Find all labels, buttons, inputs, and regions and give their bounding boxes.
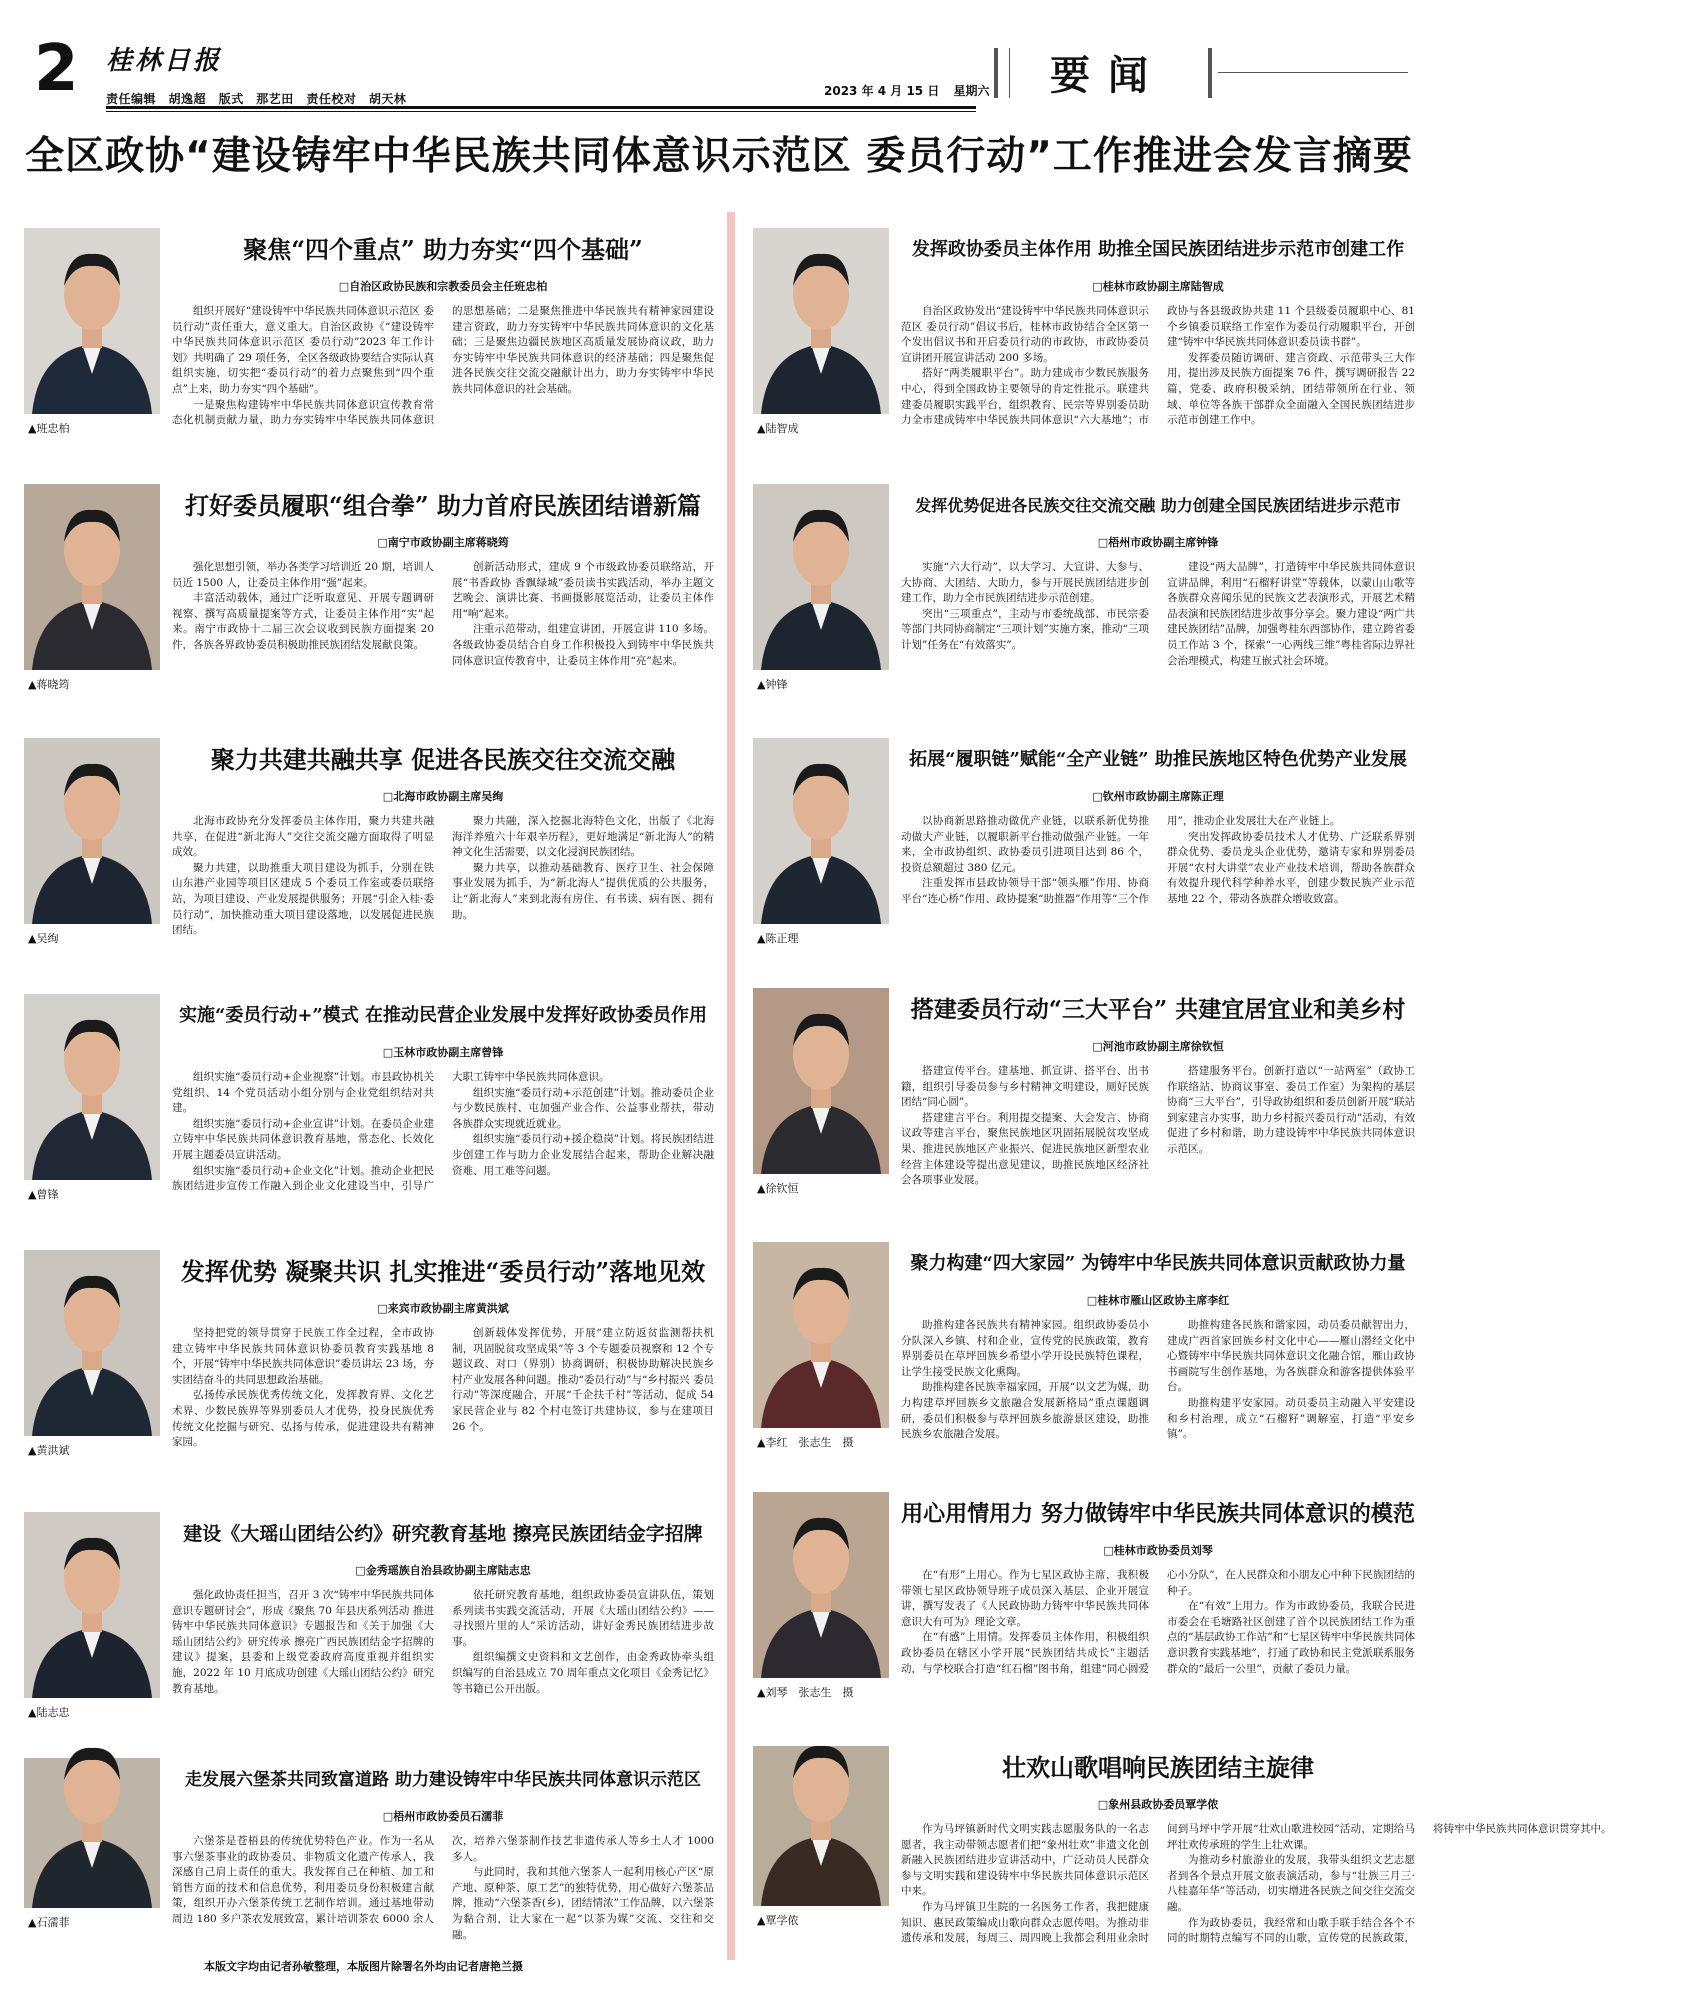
article bbox=[753, 484, 1415, 720]
article-paragraph: 作为马坪镇新时代文明实践志愿服务队的一名志愿者，我主动带领志愿者们把“象州壮欢”非遗文化创新融入民族团结进步宣讲活动中，广泛动员人民群众参与文明实践和建设铸牢中华民族共同体意识示范区中来。 bbox=[901, 1823, 1149, 1898]
editor-credit: 责任校对 胡天林 bbox=[306, 92, 407, 106]
article-title: 拓展“履职链”赋能“全产业链” 助推民族地区特色优势产业发展 bbox=[909, 749, 1407, 770]
photo-caption: ▲曾锋 bbox=[28, 1188, 59, 1201]
article-paragraph: 助推构建各民族共有精神家园。组织政协委员小分队深入乡镇、村和企业，宣传党的民族政策，教育界别委员在草坪回族乡希望小学开设民族特色课程，让学生接受民族文化熏陶。 bbox=[901, 1319, 1149, 1378]
masthead-rule bbox=[106, 106, 976, 109]
article-title: 聚力构建“四大家园” 为铸牢中华民族共同体意识贡献政协力量 bbox=[910, 1253, 1406, 1274]
article-paragraph: 突出发挥政协委员技术人才优势、广泛联系界别群众优势、委员龙头企业优势，邀请专家和界别委员开展“农村大讲堂”农业产业技术培训，帮助各族群众有效提升现代科学种养水平，创建少数民族产业示范基地 22 个，带动各族群众增收致富。 bbox=[1167, 830, 1415, 905]
portrait-photo bbox=[24, 738, 160, 924]
article-byline: □桂林市雁山区政协主席李红 bbox=[1086, 1294, 1230, 1307]
article-paragraph: 注重发挥市县政协领导干部“领头雁”作用、协商平台“连心桥”作用、政协提案“助推器”作用等“三个作用”，推动企业发展壮大在产业链上。 bbox=[901, 815, 1341, 905]
photo-caption: ▲钟锋 bbox=[757, 678, 788, 691]
article-title: 用心用情用力 努力做铸牢中华民族共同体意识的模范 bbox=[901, 1501, 1415, 1527]
article-paragraph: 搭建建言平台。利用提交提案、大会发言、协商议政等建言平台，聚焦民族地区巩固拓展脱贫攻坚成果、推进民族地区产业振兴、促进民族地区新型农业经营主体建设等提出意见建议，助推民族地区经济社会各项事业发展。 bbox=[901, 1111, 1149, 1187]
article-paragraph: 丰富活动载体，通过广泛听取意见、开展专题调研视察、撰写高质量提案等方式，让委员主体作用“实”起来。南宁市政协十二届三次会议收到民族方面提案 20 件，各族各界政协委员积极助推民族团结发展献良策。 bbox=[172, 592, 434, 651]
article-title: 发挥优势 凝聚共识 扎实推进“委员行动”落地见效 bbox=[180, 1257, 706, 1286]
article-paragraph: 组织编撰文史资料和文艺创作，由金秀政协牵头组织编写的自治县成立 70 周年重点文化项目《金秀记忆》等书籍已公开出版。 bbox=[452, 1651, 714, 1695]
paper-name: 桂林日报 bbox=[106, 46, 223, 76]
photo-caption: ▲刘琴 张志生 摄 bbox=[757, 1686, 854, 1699]
article-paragraph: 聚力共建，以助推重大项目建设为抓手，分别在铁山东港产业园等项目区建成 5 个委员工作室或委员联络站，为项目建设、产业发展提供服务；开展“引企入桂·委员行动”，加快推动重大项目建设落地，以发展促进民族团结。 bbox=[172, 861, 434, 937]
portrait-photo bbox=[24, 994, 160, 1180]
article bbox=[753, 1492, 1415, 1728]
article-paragraph: 在“有效”上用力。作为市政协委员，我联合民进市委会在毛塘路社区创建了首个以民族团结工作为重点的“基层政协工作站”和“七星区铸牢中华民族共同体意识教育实践基地”，打通了政协和民主党派联系服务群众的“最后一公里”，贡献了委员力量。 bbox=[1167, 1600, 1415, 1675]
article-paragraph: 助推构建平安家园。动员委员主动融入平安建设和乡村治理，成立“石榴籽”调解室，打造“平安乡镇”。 bbox=[1167, 1396, 1415, 1441]
portrait-photo bbox=[753, 484, 889, 670]
article-paragraph: 实施“六大行动”，以大学习、大宣讲、大参与、大协商、大团结、大助力，参与开展民族团结进步创建工作，助力全市民族团结进步示范创建。 bbox=[901, 561, 1149, 605]
photo-caption: ▲吴绚 bbox=[28, 932, 59, 945]
article bbox=[24, 228, 714, 464]
article-body bbox=[901, 814, 1415, 974]
article-title: 打好委员履职“组合拳” 助力首府民族团结谱新篇 bbox=[185, 491, 701, 520]
article-paragraph: 创新活动形式，建成 9 个市级政协委员联络站，开展“书香政协 香飘绿城”委员读书实践活动，举办主题文艺晚会、演讲比赛、书画摄影展览活动，让委员主体作用“响”起来。 bbox=[452, 561, 714, 620]
photo-caption: ▲陆智成 bbox=[757, 422, 799, 435]
section-ornament bbox=[994, 48, 1010, 98]
article-title: 实施“委员行动+”模式 在推动民营企业发展中发挥好政协委员作用 bbox=[178, 1005, 708, 1026]
article-paragraph: 聚力共享，以推动基础教育、医疗卫生、社会保障事业发展为抓手，为“新北海人”提供优质的公共服务，让“新北海人”来到北海有房住、有书读、病有医、拥有助。 bbox=[452, 861, 714, 921]
article-paragraph: 六堡茶是苍梧县的传统优势特色产业。作为一名从事六堡茶事业的政协委员、非物质文化遗产传承人，我深感自己肩上责任的重大。我发挥自己在种植、加工和销售方面的技术和信息优势，利用委员身份积极建言献策，组织开办六堡茶传统工艺制作培训。通过基地带动周边 180 多户茶农发展致富，累计培训茶农 6000 余人次，培养六堡茶制作技艺非遗传承人等乡土人才 1000 多人。 bbox=[172, 1835, 714, 1925]
article bbox=[753, 1242, 1415, 1478]
article-paragraph: 以协商新思路推动做优产业链，以联系新优势推动做大产业链，以履职新平台推动做强产业链。一年来，全市政协组织、政协委员引进项目达到 86 个，投资总额超过 380 亿元。 bbox=[901, 815, 1149, 874]
photo-caption: ▲陈正理 bbox=[757, 932, 799, 945]
article-byline: □河池市政协副主席徐钦恒 bbox=[1092, 1040, 1224, 1053]
article-paragraph: 助推构建各民族和谐家园，动员委员献智出力，建成广西首家回族乡村文化中心——雁山潜经文化中心暨铸牢中华民族共同体意识文化融合馆，雁山政协书画院写生创作基地，为各族群众和游客提供体验平台。 bbox=[1167, 1319, 1415, 1394]
article-body bbox=[901, 1568, 1415, 1728]
article-byline: □自治区政协民族和宗教委员会主任班忠柏 bbox=[338, 280, 548, 293]
photo-credit-note: 本版文字均由记者孙敏整理，本版图片除署名外均由记者唐艳兰摄 bbox=[204, 1960, 523, 1973]
photo-caption: ▲覃学侬 bbox=[757, 1914, 799, 1927]
article bbox=[24, 1250, 714, 1486]
issue-date: 2023 年 4 月 15 日 bbox=[824, 84, 940, 98]
article-title: 壮欢山歌唱响民族团结主旋律 bbox=[1002, 1753, 1314, 1782]
article-paragraph: 坚持把党的领导贯穿于民族工作全过程，全市政协建立铸牢中华民族共同体意识协委员教育实践基地 8 个，开展“铸牢中华民族共同体意识”委员讲坛 23 场，夯实团结奋斗的共同思想政治基础。 bbox=[172, 1327, 434, 1386]
article-paragraph: 助推构建各民族幸福家园，开展“以文艺为媒，助力构建草坪回族乡文旅融合发展新格局”重点课题调研，委员们积极参与草坪回族乡旅游景区建设，助推民族乡农旅融合发展。 bbox=[901, 1381, 1149, 1441]
article bbox=[24, 994, 714, 1230]
article-byline: □来宾市政协副主席黄洪斌 bbox=[377, 1302, 509, 1315]
article bbox=[24, 484, 714, 720]
article-paragraph: 作为马坪镇卫生院的一名医务工作者，我把健康知识、惠民政策编成山歌向群众志愿传唱。为推动非遗传承和发展，每周三、周四晚上我都会利用业余时间到马坪中学开展“壮欢山歌进校园”活动，定期给马坪壮欢传承班的学生上壮欢课。 bbox=[901, 1823, 1415, 1945]
editor-credits bbox=[106, 90, 414, 107]
article-byline: □梧州市政协副主席钟锋 bbox=[1097, 536, 1219, 549]
photo-caption: ▲石濡菲 bbox=[28, 1916, 70, 1929]
article-body bbox=[172, 560, 714, 720]
article-byline: □南宁市政协副主席蒋晓筠 bbox=[377, 536, 509, 549]
portrait-photo bbox=[24, 1250, 160, 1436]
article bbox=[753, 988, 1415, 1224]
article-paragraph: 组织实施“委员行动+企业文化”计划。推动企业把民族团结进步宣传工作融入到企业文化建设当中，引导广大职工铸牢中华民族共同体意识。 bbox=[172, 1071, 610, 1193]
page-number: 2 bbox=[34, 32, 79, 106]
article-byline: □梧州市政协委员石濡菲 bbox=[382, 1810, 504, 1823]
article-title: 搭建委员行动“三大平台” 共建宜居宜业和美乡村 bbox=[910, 996, 1406, 1023]
article-paragraph: 在“有形”上用心。作为七星区政协主席，我积极带领七星区政协领导班子成员深入基层、企业开展宣讲，撰写发表了《人民政协助力铸牢中华民族共同体意识大有可为》理论文章。 bbox=[901, 1569, 1149, 1628]
article bbox=[24, 738, 714, 974]
article-paragraph: 搭好“两类履职平台”。助力建成市少数民族服务中心，得到全国政协主要领导的肯定性批示。联建共建委员履职实践平台，组织教育、民宗等界别委员助力全市建成铸牢中华民族共同体意识“六大基地”；市政协与各县级政协共建 11 个县级委员履职中心、81 个乡镇委员联络工作室作为委员行动履职平台，开创建“铸牢中华民族共同体意识委员读书群”。 bbox=[901, 305, 1415, 427]
article-title: 走发展六堡茶共同致富道路 助力建设铸牢中华民族共同体意识示范区 bbox=[185, 1770, 701, 1790]
article-paragraph: 组织实施“委员行动+企业视察”计划。市县政协机关党组织、14 个党员活动小组分别与企业党组织结对共建。 bbox=[172, 1071, 434, 1115]
article-paragraph: 创新载体发挥优势，开展“建立防返贫监测帮扶机制，巩固脱贫攻坚成果”等 3 个专题委员视察和 12 个专题议政、对口（界别）协商调研，积极协助解决民族乡村产业发展各种问题。推动“委员行动”与“乡村振兴 委员行动”等深度融合，开展“千企扶千村”等活动，促成 54 家民营企业与 82 个村屯签订共建协议，参与在建项目 26 个。 bbox=[452, 1327, 714, 1433]
article-byline: □北海市政协副主席吴绚 bbox=[382, 790, 504, 803]
article-title: 聚力共建共融共享 促进各民族交往交流交融 bbox=[210, 745, 676, 774]
article-body bbox=[172, 1588, 714, 1748]
photo-caption: ▲班忠柏 bbox=[28, 422, 70, 435]
article-paragraph: 组织实施“委员行动+企业宣讲”计划。在委员企业建立铸牢中华民族共同体意识教育基地，常态化、长效化开展主题委员宣讲活动。 bbox=[172, 1117, 434, 1161]
article-paragraph: 自治区政协发出“建设铸牢中华民族共同体意识示范区 委员行动”倡议书后，桂林市政协结合全区第一个发出倡议书和开启委员行动的市政协，市政协委员宣讲团开展宣讲活动 200 多场。 bbox=[901, 305, 1149, 364]
editor-credit: 责任编辑 胡逸超 bbox=[106, 92, 207, 106]
article-paragraph: 依托研究教育基地，组织政协委员宣讲队伍，策划系列读书实践交流活动，开展《大瑶山团结公约》——寻找照片里的人”采访活动，讲好金秀民族团结进步故事。 bbox=[452, 1589, 714, 1648]
article-body bbox=[901, 1822, 1612, 1952]
page-headline: 全区政协“建设铸牢中华民族共同体意识示范区 委员行动”工作推进会发言摘要 bbox=[25, 134, 1413, 179]
article-paragraph: 组织开展好“建设铸牢中华民族共同体意识示范区 委员行动”责任重大，意义重大。自治区政协《“建设铸牢中华民族共同体意识示范区 委员行动”2023 年工作计划》共明确了 29 项任务，全区各级政协要结合实际认真组织实施，切实把“委员行动”的着力点聚焦到“四个重点”上来，助力夯实“四个基础”。 bbox=[172, 305, 434, 395]
article-body bbox=[172, 304, 714, 464]
section-label bbox=[1024, 44, 1192, 100]
portrait-photo bbox=[753, 228, 889, 414]
article-paragraph: 一是聚焦构建铸牢中华民族共同体意识宣传教育常态化机制贡献力量，助力夯实铸牢中华民族共同体意识的思想基础；二是聚焦推进中华民族共有精神家园建设建言资政，助力夯实铸牢中华民族共同体意识的文化基础；三是聚焦边疆民族地区高质量发展协商议政，助力夯实铸牢中华民族共同体意识的经济基础；四是聚焦促进各民族交往交流交融献计出力，助力夯实铸牢中华民族共同体意识的社会基础。 bbox=[172, 305, 714, 427]
article-body bbox=[172, 814, 714, 974]
article-byline: □桂林市政协委员刘琴 bbox=[1103, 1544, 1213, 1557]
article-byline: □象州县政协委员覃学侬 bbox=[1097, 1798, 1219, 1811]
article-paragraph: 搭建服务平台。创新打造以“一站两室”（政协工作联络站、协商议事室、委员工作室）为架构的基层协商“三大平台”，引导政协组织和委员创新开展“联站到家建言办实事，助力乡村振兴委员行动”活动，有效促进了乡村和谐，助力建设铸牢中华民族共同体意识示范区。 bbox=[1167, 1065, 1415, 1155]
article-paragraph: 注重示范带动，组建宣讲团，开展宣讲 110 多场。各级政协委员结合自身工作积极投入到铸牢中华民族共同体意识宣传教育中，让委员主体作用“亮”起来。 bbox=[452, 623, 714, 667]
article-paragraph: 发挥委员随访调研、建言资政、示范带头三大作用，提出涉及民族方面提案 76 件，撰写调研报告 22 篇，党委、政府积极采纳，团结带领所在行业、领域、单位等各族干部群众全面融入全国民族团结进步示范市创建工作中。 bbox=[1167, 351, 1415, 427]
masthead-rule bbox=[106, 111, 976, 112]
portrait-photo bbox=[753, 738, 889, 924]
article-body bbox=[172, 1070, 714, 1230]
article-body bbox=[172, 1834, 714, 1954]
article-paragraph: 与此同时，我和其他六堡茶人一起利用核心产区“原产地、原种茶、原工艺”的独特优势，用心做好六堡茶品牌，推动“六堡茶香(乡)，团结情浓”工作品牌，以六堡茶为黏合剂，让大家在一起“以茶为媒”交流、交往和交融。 bbox=[452, 1866, 714, 1941]
portrait-photo bbox=[753, 988, 889, 1174]
article-body bbox=[901, 1318, 1415, 1478]
article-paragraph: 突出“三项重点”，主动与市委统战部、市民宗委等部门共同协商制定“三项计划”实施方案，推动“三项计划”任务在“有效落实”。 bbox=[901, 607, 1149, 651]
portrait-photo bbox=[24, 484, 160, 670]
article-paragraph: 弘扬传承民族优秀传统文化，发挥教育界、文化艺术界、少数民族界等界别委员人才优势，投身民族优秀传统文化挖掘与研究、弘扬与传承，促进建设共有精神家园。 bbox=[172, 1389, 434, 1449]
portrait-photo bbox=[24, 228, 160, 414]
photo-caption: ▲李红 张志生 摄 bbox=[757, 1436, 854, 1449]
article-paragraph: 搭建宣传平台。建基地、抓宣讲、搭平台、出书籍，组织引导委员参与乡村精神文明建设，厕好民族团结“同心圆”。 bbox=[901, 1065, 1149, 1109]
article-paragraph: 聚力共融，深入挖掘北海特色文化，出版了《北海海洋养殖六十年艰辛历程》，更好地满足“新北海人”的精神文化生活需要，以文化浸润民族团结。 bbox=[452, 815, 714, 859]
article-paragraph: 组织实施“委员行动+示范创建”计划。推动委员企业与少数民族村、屯加强产业合作、公益事业帮扶，带动各族群众实现就近就业。 bbox=[452, 1086, 714, 1130]
article-body bbox=[172, 1326, 714, 1486]
photo-caption: ▲徐钦恒 bbox=[757, 1182, 799, 1195]
article-body bbox=[901, 304, 1415, 464]
article-paragraph: 强化思想引领，举办各类学习培训近 20 期，培训人员近 1500 人，让委员主体作用“强”起来。 bbox=[172, 561, 434, 589]
article-byline: □金秀瑶族自治县政协副主席陆志忠 bbox=[355, 1564, 531, 1577]
article-body bbox=[901, 1064, 1415, 1224]
article bbox=[753, 738, 1415, 974]
photo-caption: ▲陆志忠 bbox=[28, 1706, 70, 1719]
article-byline: □钦州市政协副主席陈正理 bbox=[1092, 790, 1224, 803]
article-title: 发挥优势促进各民族交往交流交融 助力创建全国民族团结进步示范市 bbox=[915, 496, 1401, 515]
article-paragraph: 为推动乡村旅游业的发展，我带头组织文艺志愿者到各个景点开展文旅表演活动，参与“壮族三月三·八桂嘉年华”等活动，切实增进各民族之间交往交流交融。 bbox=[1167, 1854, 1415, 1913]
article bbox=[753, 228, 1415, 464]
portrait-photo bbox=[753, 1492, 889, 1678]
masthead bbox=[24, 32, 1414, 108]
photo-caption: ▲黄洪斌 bbox=[28, 1444, 70, 1457]
section-ornament bbox=[1208, 48, 1408, 98]
column-divider bbox=[727, 212, 735, 1960]
portrait-photo bbox=[753, 1746, 889, 1906]
article-body bbox=[901, 560, 1415, 720]
article-title: 聚焦“四个重点” 助力夯实“四个基础” bbox=[243, 235, 643, 264]
article-paragraph: 强化政协责任担当，召开 3 次“铸牢中华民族共同体意识专题研讨会”，形成《聚焦 70 年县庆系列活动 推进铸牢中华民族共同体意识》专题报告和《关于加强《大瑶山团结公约》研究传承 擦亮广西民族团结金字招牌的建议》提案，县委和上级党委政府高度重视并组织实施，2022 年 10 月底成功创建《大瑶山团结公约》研究教育基地。 bbox=[172, 1589, 434, 1695]
editor-credit: 版式 那艺田 bbox=[218, 92, 294, 106]
section-title: 要闻 bbox=[1050, 51, 1166, 99]
portrait-photo bbox=[753, 1242, 889, 1428]
article bbox=[24, 1512, 714, 1748]
issue-weekday: 星期六 bbox=[953, 84, 990, 98]
article-paragraph: 在“有感”上用情。发挥委员主体作用，积极组织政协委员在辖区小学开展“民族团结共成长”主题活动，与学校联合打造“红石榴”图书角，组建“同心圆爱心小分队”，在人民群众和小朋友心中种下民族团结的种子。 bbox=[901, 1569, 1415, 1675]
article bbox=[24, 1758, 714, 1954]
article bbox=[753, 1746, 1612, 1952]
article-title: 发挥政协委员主体作用 助推全国民族团结进步示范市创建工作 bbox=[911, 239, 1405, 260]
portrait-photo bbox=[24, 1512, 160, 1698]
article-byline: □桂林市政协副主席陆智成 bbox=[1092, 280, 1224, 293]
article-paragraph: 作为政协委员，我经常和山歌手联手结合各个不同的时期特点编写不同的山歌，宣传党的民族政策，将铸牢中华民族共同体意识贯穿其中。 bbox=[1167, 1823, 1612, 1945]
article-paragraph: 北海市政协充分发挥委员主体作用，聚力共建共融共享，在促进“新北海人”交往交流交融方面取得了明显成效。 bbox=[172, 815, 434, 859]
photo-caption: ▲蒋晓筠 bbox=[28, 678, 70, 691]
article-paragraph: 组织实施“委员行动+援企稳岗”计划。将民族团结进步创建工作与助力企业发展结合起来，帮助企业解决融资难、用工难等问题。 bbox=[452, 1133, 714, 1177]
portrait-photo bbox=[24, 1758, 160, 1908]
article-byline: □玉林市政协副主席曾锋 bbox=[382, 1046, 504, 1059]
article-paragraph: 建设“两大品牌”，打造铸牢中华民族共同体意识宣讲品牌，利用“石榴籽讲堂”等载体，以蒙山山歌等各族群众喜闻乐见的民族文艺表演形式，开展艺术精品表演和民族团结进步故事分享会。聚力建设“两广共建民族团结”品牌，加强粤桂东西部协作，建立跨省委员工作站 3 个，探索“一心两线三维”粤桂省际边界社会治理模式，构建互嵌式社会环境。 bbox=[1167, 561, 1415, 667]
article-title: 建设《大瑶山团结公约》研究教育基地 擦亮民族团结金字招牌 bbox=[183, 1523, 703, 1545]
dateline bbox=[824, 82, 1000, 99]
